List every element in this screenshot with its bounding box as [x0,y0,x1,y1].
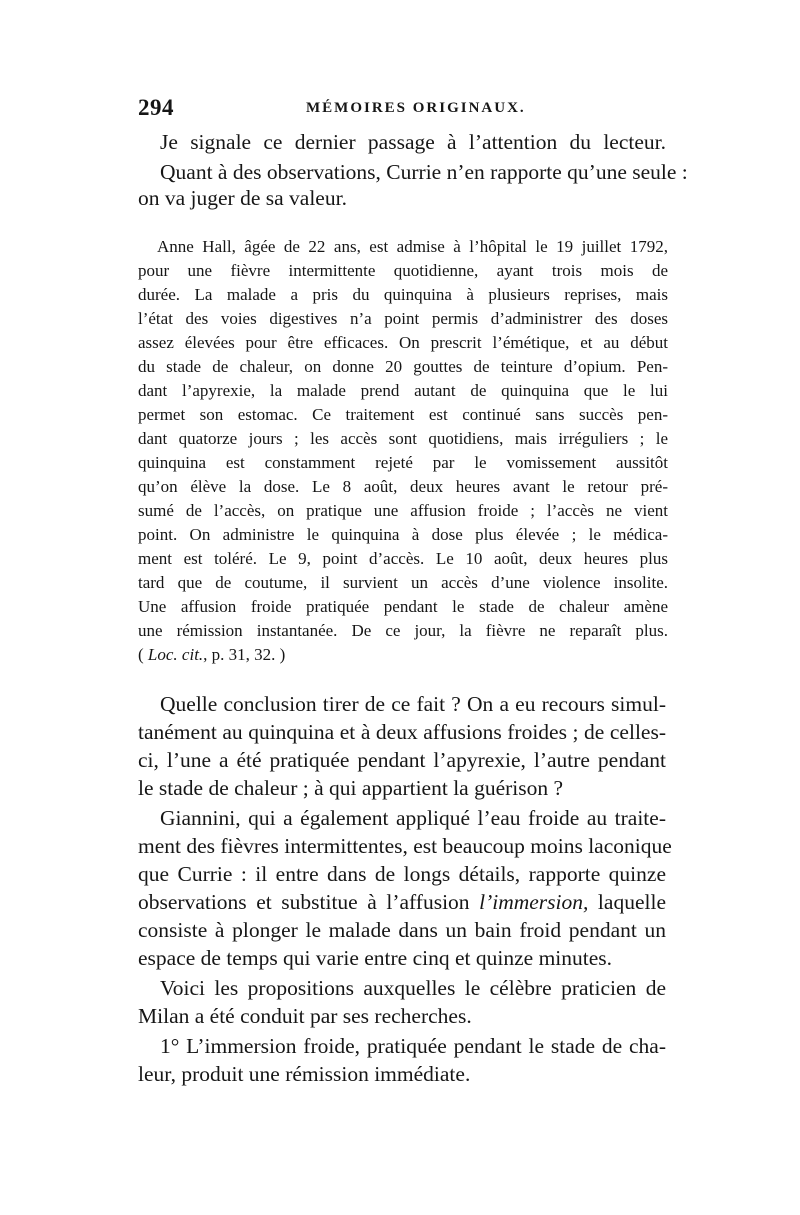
page-header [138,95,678,125]
body-line: Giannini, qui a également appliqué l’eau froide au traite- [160,806,666,830]
intro-line: Quant à des observations, Currie n’en rapporte qu’une seule : [160,160,688,184]
citation-line [138,645,668,665]
body-line: Voici les propositions auxquelles le célèbre praticien de [160,976,666,1000]
body-line: consiste à plonger le malade dans un bain froid pendant un [138,918,666,942]
case-line: une rémission instantanée. De ce jour, la fièvre ne reparaît plus. [138,621,668,640]
body-line: ment des fièvres intermittentes, est beaucoup moins laconique [138,834,672,858]
citation-open: ( [138,645,148,664]
body-text: observations et substitue à l’affusion [138,890,480,914]
case-line: qu’on élève la dose. Le 8 août, deux heures avant le retour pré- [138,477,668,496]
case-line: permet son estomac. Ce traitement est continué sans succès pen- [138,405,668,424]
case-line: sumé de l’accès, on pratique une affusion froide ; l’accès ne vient [138,501,668,520]
case-line: du stade de chaleur, on donne 20 gouttes de teinture d’opium. Pen- [138,357,668,376]
body-line [138,890,666,915]
page-number: 294 [138,95,174,120]
body-italic-term: l’immersion, [479,890,589,914]
intro-line: on va juger de sa valeur. [138,186,347,210]
case-line: pour une fièvre intermittente quotidienne, ayant trois mois de [138,261,668,280]
case-line: l’état des voies digestives n’a point permis d’administrer des doses [138,309,668,328]
case-line: ment est toléré. Le 9, point d’accès. Le 10 août, deux heures plus [138,549,668,568]
body-line: Milan a été conduit par ses recherches. [138,1004,472,1028]
case-line: tard que de coutume, il survient un accès d’une violence insolite. [138,573,668,592]
intro-line: Je signale ce dernier passage à l’attention du lecteur. [160,130,666,154]
body-line: Quelle conclusion tirer de ce fait ? On a eu recours simul- [160,692,666,716]
case-line: dant l’apyrexie, la malade prend autant de quinquina que le lui [138,381,668,400]
body-line: espace de temps qui varie entre cinq et quinze minutes. [138,946,613,970]
case-line: point. On administre le quinquina à dose plus élevée ; le médica- [138,525,668,544]
case-line: durée. La malade a pris du quinquina à plusieurs reprises, mais [138,285,668,304]
running-head: MÉMOIRES ORIGINAUX. [306,100,526,116]
body-line: ci, l’une a été pratiquée pendant l’apyrexie, l’autre pendant [138,748,666,772]
case-line: assez élevées pour être efficaces. On prescrit l’émétique, et au début [138,333,668,352]
citation-source: Loc. cit. [147,645,204,664]
body-line: 1° L’immersion froide, pratiquée pendant le stade de cha- [160,1034,666,1058]
body-line: leur, produit une rémission immédiate. [138,1062,471,1086]
body-line: que Currie : il entre dans de longs détails, rapporte quinze [138,862,666,886]
body-line: tanément au quinquina et à deux affusions froides ; de celles- [138,720,666,744]
body-text: laquelle [588,890,666,914]
case-line: quinquina est constamment rejeté par le vomissement aussitôt [138,453,668,472]
citation-rest: , p. 31, 32. ) [203,645,286,664]
case-line: Une affusion froide pratiquée pendant le stade de chaleur amène [138,597,668,616]
case-line: dant quatorze jours ; les accès sont quotidiens, mais irréguliers ; le [138,429,668,448]
body-line: le stade de chaleur ; à qui appartient la guérison ? [138,776,564,800]
case-line: Anne Hall, âgée de 22 ans, est admise à l’hôpital le 19 juillet 1792, [157,237,668,256]
